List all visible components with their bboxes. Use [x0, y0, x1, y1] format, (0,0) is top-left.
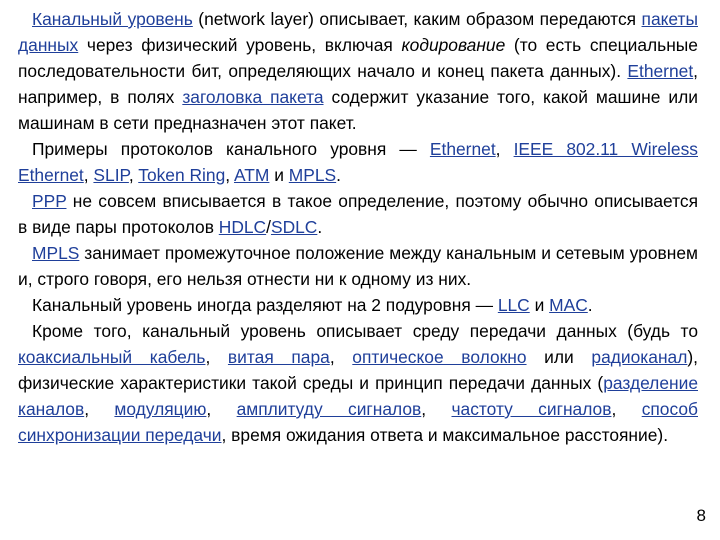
- inline-link[interactable]: разделение каналов: [18, 373, 698, 419]
- text-run: ,: [84, 399, 115, 419]
- text-run: Кроме того, канальный уровень описывает среду передачи данных (будь то: [32, 321, 698, 341]
- inline-link[interactable]: частоту сигналов: [451, 399, 612, 419]
- text-run: (то есть специальные последовательности бит, определяющих начало и конец пакета данных).: [18, 35, 698, 81]
- paragraph: [18, 240, 698, 292]
- text-run: /: [266, 217, 271, 237]
- text-run: ,: [329, 347, 353, 367]
- inline-link[interactable]: коаксиальный кабель: [18, 347, 206, 367]
- paragraph: [18, 292, 698, 318]
- inline-link[interactable]: MAC: [549, 295, 588, 315]
- inline-link[interactable]: HDLC: [218, 217, 267, 237]
- text-run: , например, в полях: [18, 61, 698, 107]
- inline-link[interactable]: пакеты данных: [18, 9, 698, 55]
- text-run: , время ожидания ответа и максимальное расстояние).: [221, 425, 669, 445]
- inline-link[interactable]: радиоканал: [591, 347, 688, 367]
- text-run: .: [336, 165, 341, 185]
- text-run: и: [529, 295, 550, 315]
- text-run: Примеры протоколов канального уровня —: [32, 139, 430, 159]
- text-run: ), физические характеристики такой среды и принцип передачи данных (: [18, 347, 698, 393]
- text-run: Канальный уровень иногда разделяют на 2 подуровня —: [32, 295, 498, 315]
- inline-link[interactable]: ATM: [233, 165, 270, 185]
- inline-link[interactable]: заголовка пакета: [182, 87, 324, 107]
- inline-link[interactable]: витая пара: [227, 347, 330, 367]
- emphasis-text: кодирование: [401, 35, 506, 55]
- inline-link[interactable]: оптическое волокно: [352, 347, 527, 367]
- text-run: не совсем вписывается в такое определение, поэтому обычно описывается в виде пары протоколов: [18, 191, 698, 237]
- text-run: .: [317, 217, 323, 237]
- text-run: ,: [421, 399, 452, 419]
- inline-link[interactable]: MPLS: [288, 165, 337, 185]
- page-number: 8: [696, 506, 706, 525]
- inline-link[interactable]: Ethernet: [627, 61, 694, 81]
- inline-link[interactable]: способ синхронизации передачи: [18, 399, 698, 445]
- document-body: [18, 6, 698, 448]
- text-run: ,: [205, 347, 228, 367]
- text-run: через физический уровень, включая: [78, 35, 402, 55]
- paragraph: [18, 136, 698, 188]
- text-run: ,: [495, 139, 514, 159]
- text-run: ,: [206, 399, 237, 419]
- text-run: содержит указание того, какой машине или машинам в сети предназначен этот пакет.: [18, 87, 698, 133]
- text-run: (network layer) описывает, каким образом передаются: [192, 9, 642, 29]
- text-run: занимает промежуточное положение между канальным и сетевым уровнем и, строго говоря, его нельзя отнести ни к одному из них.: [18, 243, 698, 289]
- inline-link[interactable]: Ethernet: [429, 139, 496, 159]
- text-run: ,: [225, 165, 234, 185]
- text-run: или: [526, 347, 592, 367]
- inline-link[interactable]: SDLC: [270, 217, 318, 237]
- inline-link[interactable]: Token Ring: [138, 165, 226, 185]
- text-run: .: [587, 295, 593, 315]
- inline-link[interactable]: MPLS: [32, 243, 80, 263]
- inline-link[interactable]: амплитуду сигналов: [236, 399, 422, 419]
- inline-link[interactable]: LLC: [497, 295, 530, 315]
- paragraph: [18, 188, 698, 240]
- inline-link[interactable]: IEEE 802.11 Wireless Ethernet: [18, 139, 698, 185]
- inline-link[interactable]: Канальный уровень: [32, 9, 193, 29]
- paragraph: [18, 318, 698, 448]
- text-run: ,: [128, 165, 139, 185]
- inline-link[interactable]: SLIP: [93, 165, 129, 185]
- paragraph: [18, 6, 698, 136]
- text-run: и: [269, 165, 289, 185]
- text-run: ,: [611, 399, 642, 419]
- inline-link[interactable]: модуляцию: [114, 399, 207, 419]
- inline-link[interactable]: PPP: [32, 191, 67, 211]
- text-run: ,: [83, 165, 94, 185]
